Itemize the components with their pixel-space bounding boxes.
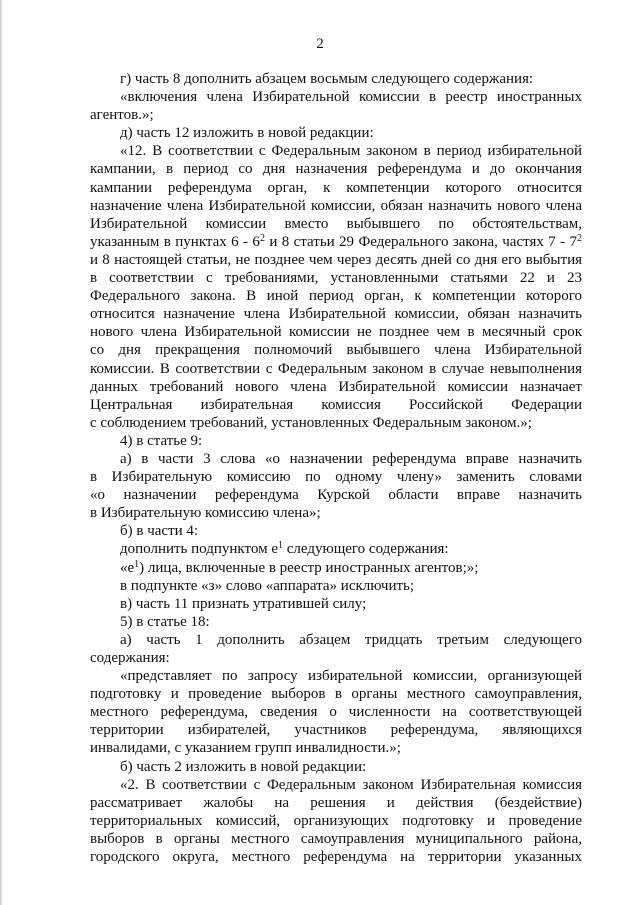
scan-edge-shadow (0, 0, 3, 905)
text-line: «$е^1$) лица, включенные в реестр иностранных агентов;»; (120, 558, 479, 576)
text-line: с соблюдением требований, установленных Федеральным законом.»; (90, 414, 532, 431)
text-line: дополнить подпунктом $е^1$ следующего содержания: (120, 540, 449, 558)
text-line: территории избирателей, участников референдума, являющихся (90, 722, 582, 739)
text-line: и 8 настоящей статьи, не позднее чем через десять дней со дня его выбытия (90, 251, 582, 268)
text-line: городского округа, местного референдума на территории указанных (90, 849, 582, 866)
text-line: 4) в статье 9: (120, 432, 203, 449)
text-line: б) в части 4: (120, 523, 199, 540)
text-line: инвалидами, с указанием групп инвалидности.»; (90, 740, 401, 757)
text-line: а) часть 1 дополнить абзацем тридцать третьим следующего (120, 631, 582, 648)
text-line: б) часть 2 изложить в новой редакции: (120, 758, 367, 775)
text-line: в соответствии с требованиями, установленными статьями 22 и 23 (90, 270, 582, 287)
text-line: д) часть 12 изложить в новой редакции: (120, 125, 374, 142)
text-line: подготовку и проведение выборов в органы местного самоуправления, (90, 686, 582, 703)
text-line: кампании референдума орган, к компетенции которого относится (90, 179, 582, 196)
text-line: «представляет по запросу избирательной комиссии, организующей (120, 668, 582, 685)
text-line: «12. В соответствии с Федеральным законом в период избирательной (120, 143, 582, 160)
text-line: кампании, в период со дня назначения референдума и до окончания (90, 161, 582, 178)
text-line: выборов в органы местного самоуправления муниципального района, (90, 830, 582, 847)
text-line: «включения члена Избирательной комиссии в реестр иностранных (120, 89, 582, 106)
text-line: комиссии. В соответствии с Федеральным законом в случае невыполнения (90, 360, 582, 377)
document-body (90, 70, 582, 866)
text-line: со дня прекращения полномочий выбывшего члена Избирательной (90, 342, 582, 359)
text-line: нового члена Избирательной комиссии не позднее чем в месячный срок (90, 324, 582, 341)
text-line: «о назначении референдума Курской области вправе назначить (90, 487, 582, 504)
text-line: в Избирательную комиссию по одному члену» заменить словами (90, 469, 582, 486)
text-line: содержания: (90, 650, 170, 666)
text-line: в Избирательную комиссию члена»; (90, 505, 321, 522)
text-line: а) в части 3 слова «о назначении референдума вправе назначить (120, 450, 582, 467)
text-line: рассматривает жалобы на решения и действия (бездействие) (90, 794, 582, 811)
text-line: территориальных комиссий, организующих подготовку и проведение (90, 812, 582, 829)
text-line: относится назначение члена Избирательной комиссии, обязан назначить (90, 306, 582, 323)
text-line: Федерального закона. В иной период орган, к компетенции которого (90, 288, 582, 305)
text-line: Избирательной комиссии вместо выбывшего по обстоятельствам, (90, 215, 582, 232)
text-line: г) часть 8 дополнить абзацем восьмым следующего содержания: (120, 71, 534, 87)
text-line: данных требований нового члена Избирательной комиссии назначает (90, 378, 582, 395)
text-line: «2. В соответствии с Федеральным законом Избирательная комиссия (120, 776, 582, 793)
text-line: в подпункте «з» слово «аппарата» исключить; (120, 577, 415, 594)
text-line: назначение члена Избирательной комиссии, обязан назначить нового члена (90, 197, 582, 214)
page-number: 2 (316, 36, 324, 52)
text-line: 5) в статье 18: (120, 613, 210, 630)
text-line: Центральная избирательная комиссия Российской Федерации (90, 396, 582, 413)
text-line: указанным в пунктах $6 - 6^2$ и 8 статьи 29 Федерального закона, частях $7 - 7^2$ (90, 232, 583, 250)
text-line: местного референдума, сведения о численности на соответствующей (90, 704, 582, 721)
text-line: в) часть 11 признать утратившей силу; (120, 595, 367, 612)
text-line: агентов.»; (90, 107, 154, 124)
